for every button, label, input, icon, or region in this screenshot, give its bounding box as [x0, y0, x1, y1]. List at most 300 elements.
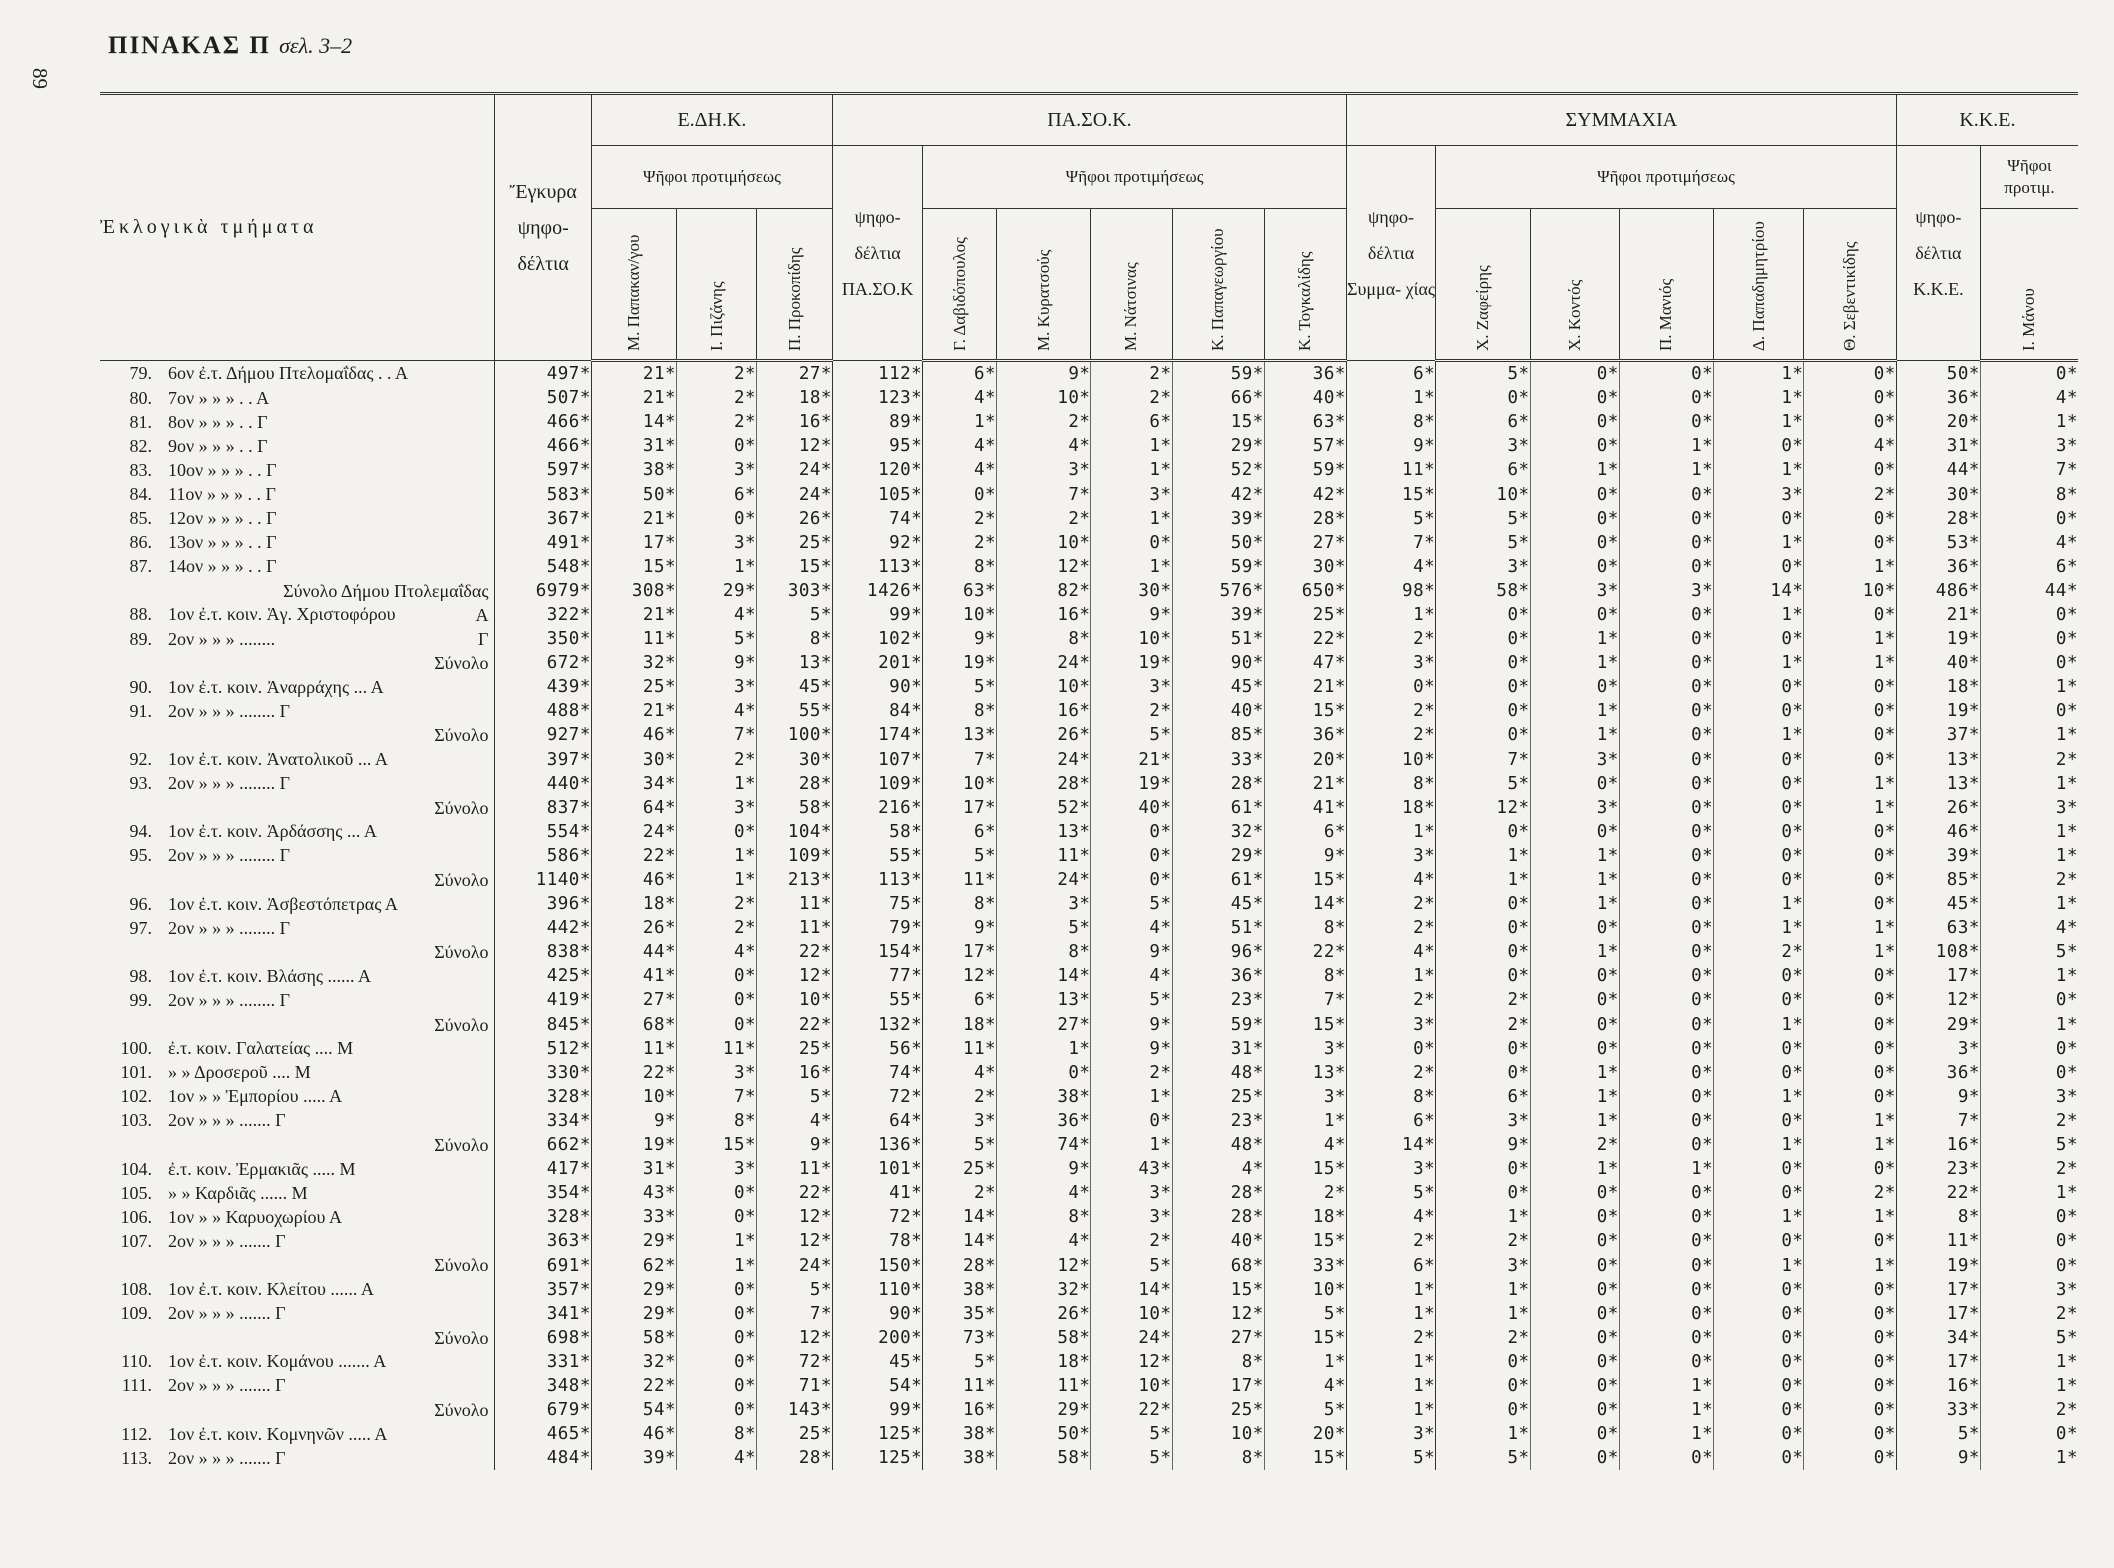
vote-cell: 0* — [1714, 1061, 1804, 1085]
kke-ballots-header: ψηφο- δέλτια Κ.Κ.Ε. — [1896, 146, 1980, 361]
district-cell — [100, 531, 495, 555]
vote-cell: 57* — [1264, 434, 1346, 458]
district-cell — [100, 988, 495, 1012]
row-number: 97. — [129, 917, 152, 938]
vote-cell: 28* — [1264, 507, 1346, 531]
vote-cell: 0* — [1804, 964, 1896, 988]
district-cell — [100, 361, 495, 387]
district-cell — [100, 1181, 495, 1205]
vote-cell: 0* — [1619, 1326, 1713, 1350]
vote-cell: 89* — [832, 410, 922, 434]
vote-cell: 6* — [923, 361, 997, 387]
vote-cell: 14* — [923, 1205, 997, 1229]
vote-cell: 0* — [1436, 651, 1530, 675]
district-cell — [100, 748, 495, 772]
vote-cell: 13* — [1896, 772, 1980, 796]
vote-cell: 4* — [997, 1229, 1091, 1253]
vote-cell: 5* — [1436, 1446, 1530, 1470]
vote-cell: 1* — [677, 1229, 757, 1253]
vote-cell: 1* — [1619, 458, 1713, 482]
vote-cell: 2* — [1436, 1013, 1530, 1037]
vote-cell: 1* — [1804, 1253, 1896, 1277]
vote-cell: 838* — [495, 940, 591, 964]
vote-cell: 0* — [677, 1302, 757, 1326]
vote-cell: 5* — [1980, 940, 2078, 964]
vote-cell: 13* — [757, 651, 833, 675]
vote-cell: 100* — [757, 723, 833, 747]
vote-cell: 52* — [997, 796, 1091, 820]
vote-cell: 597* — [495, 458, 591, 482]
vote-cell: 0* — [1436, 940, 1530, 964]
vote-cell: 1* — [677, 868, 757, 892]
vote-cell: 21* — [591, 361, 676, 387]
vote-cell: 15* — [1264, 699, 1346, 723]
vote-cell: 8* — [923, 892, 997, 916]
vote-cell: 2* — [677, 410, 757, 434]
vote-cell: 0* — [1619, 1061, 1713, 1085]
vote-cell: 3* — [997, 458, 1091, 482]
vote-cell: 0* — [1530, 1229, 1619, 1253]
vote-cell: 9* — [1091, 940, 1172, 964]
district-cell — [100, 723, 495, 747]
vote-cell: 0* — [1804, 1229, 1896, 1253]
vote-cell: 3* — [1530, 796, 1619, 820]
vote-cell: 44* — [591, 940, 676, 964]
vote-cell: 73* — [923, 1326, 997, 1350]
vote-cell: 14* — [1346, 1133, 1435, 1157]
district-cell — [100, 1085, 495, 1109]
district-cell — [100, 1061, 495, 1085]
vote-cell: 4* — [923, 386, 997, 410]
vote-cell: 11* — [923, 1037, 997, 1061]
vote-cell: 25* — [591, 675, 676, 699]
vote-cell: 26* — [997, 723, 1091, 747]
vote-cell: 3* — [1436, 1109, 1530, 1133]
vote-cell: 466* — [495, 434, 591, 458]
vote-cell: 2* — [1346, 916, 1435, 940]
vote-cell: 216* — [832, 796, 922, 820]
vote-cell: 1* — [1980, 723, 2078, 747]
vote-cell: 1* — [1980, 1013, 2078, 1037]
vote-cell: 39* — [1896, 844, 1980, 868]
vote-cell: 1* — [1980, 844, 2078, 868]
vote-cell: 0* — [1714, 1109, 1804, 1133]
district-cell — [100, 675, 495, 699]
vote-cell: 30* — [757, 748, 833, 772]
vote-cell: 9* — [1091, 1037, 1172, 1061]
table-title: ΠΙΝΑΚΑΣ Π — [108, 32, 271, 59]
vote-cell: 0* — [1530, 772, 1619, 796]
district-label: 2ον » » » ........ Γ — [168, 845, 291, 866]
vote-cell: 0* — [1619, 1205, 1713, 1229]
vote-cell: 41* — [591, 964, 676, 988]
vote-cell: 55* — [757, 699, 833, 723]
district-label: 2ον » » » ....... Γ — [168, 1230, 286, 1251]
vote-cell: 1* — [1530, 1061, 1619, 1085]
vote-cell: 36* — [997, 1109, 1091, 1133]
vote-cell: 8* — [1172, 1350, 1264, 1374]
vote-cell: 0* — [1436, 1061, 1530, 1085]
vote-cell: 5* — [1436, 531, 1530, 555]
district-cell — [100, 1374, 495, 1398]
district-label: 2ον » » » ....... Γ — [168, 1110, 286, 1131]
vote-cell: 0* — [1619, 1253, 1713, 1277]
vote-cell: 27* — [1172, 1326, 1264, 1350]
vote-cell: 1* — [1530, 651, 1619, 675]
vote-cell: 0* — [1714, 1229, 1804, 1253]
vote-cell: 2* — [1714, 940, 1804, 964]
vote-cell: 1* — [1530, 1157, 1619, 1181]
vote-cell: 61* — [1172, 796, 1264, 820]
vote-cell: 465* — [495, 1422, 591, 1446]
vote-cell: 1* — [1804, 796, 1896, 820]
vote-cell: 0* — [1436, 627, 1530, 651]
vote-cell: 213* — [757, 868, 833, 892]
vote-cell: 6* — [1436, 458, 1530, 482]
row-number: 86. — [129, 532, 152, 553]
vote-cell: 95* — [832, 434, 922, 458]
vote-cell: 17* — [923, 940, 997, 964]
vote-cell: 2* — [677, 916, 757, 940]
table-row — [100, 988, 2078, 1012]
vote-cell: 33* — [1896, 1398, 1980, 1422]
vote-cell: 0* — [1619, 1013, 1713, 1037]
vote-cell: 0* — [1804, 1157, 1896, 1181]
vote-cell: 9* — [997, 1157, 1091, 1181]
vote-cell: 0* — [997, 1061, 1091, 1085]
vote-cell: 32* — [591, 1350, 676, 1374]
vote-cell: 8* — [1172, 1446, 1264, 1470]
pref-votes-header-edik: Ψῆφοι προτιμήσεως — [591, 146, 832, 209]
vote-cell: 21* — [1264, 675, 1346, 699]
vote-cell: 2* — [1346, 1326, 1435, 1350]
vote-cell: 4* — [997, 434, 1091, 458]
district-label: 1ον ἐ.τ. κοιν. Ἀρδάσσης ... Α — [168, 821, 377, 842]
pasok-ballots-header: ψηφο- δέλτια ΠΑ.ΣΟ.Κ — [832, 146, 922, 361]
vote-cell: 10* — [1091, 1302, 1172, 1326]
vote-cell: 0* — [1530, 1205, 1619, 1229]
vote-cell: 1* — [1804, 940, 1896, 964]
district-label: 2ον » » » ........ — [168, 628, 276, 649]
vote-cell: 0* — [1714, 964, 1804, 988]
vote-cell: 6* — [923, 988, 997, 1012]
vote-cell: 32* — [591, 651, 676, 675]
vote-cell: 21* — [591, 603, 676, 627]
vote-cell: 0* — [1619, 531, 1713, 555]
vote-cell: 0* — [1530, 675, 1619, 699]
vote-cell: 0* — [1980, 507, 2078, 531]
vote-cell: 0* — [1714, 772, 1804, 796]
vote-cell: 2* — [1980, 1398, 2078, 1422]
vote-cell: 16* — [1896, 1133, 1980, 1157]
table-row — [100, 410, 2078, 434]
vote-cell: 11* — [923, 868, 997, 892]
vote-cell: 109* — [757, 844, 833, 868]
vote-cell: 1* — [1714, 892, 1804, 916]
vote-cell: 15* — [1264, 1229, 1346, 1253]
vote-cell: 45* — [1172, 892, 1264, 916]
vote-cell: 1* — [1619, 1157, 1713, 1181]
table-row — [100, 1157, 2078, 1181]
district-type: Α — [475, 604, 489, 625]
vote-cell: 9* — [1896, 1446, 1980, 1470]
vote-cell: 1* — [1530, 699, 1619, 723]
vote-cell: 21* — [1896, 603, 1980, 627]
vote-cell: 12* — [997, 555, 1091, 579]
vote-cell: 102* — [832, 627, 922, 651]
vote-cell: 0* — [1714, 1326, 1804, 1350]
vote-cell: 75* — [832, 892, 922, 916]
vote-cell: 0* — [1530, 988, 1619, 1012]
vote-cell: 0* — [1436, 723, 1530, 747]
vote-cell: 26* — [757, 507, 833, 531]
candidate-header — [1980, 209, 2078, 361]
vote-cell: 2* — [677, 386, 757, 410]
vote-cell: 1* — [1714, 1205, 1804, 1229]
vote-cell: 554* — [495, 820, 591, 844]
vote-cell: 54* — [832, 1374, 922, 1398]
vote-cell: 28* — [1172, 772, 1264, 796]
vote-cell: 21* — [1264, 772, 1346, 796]
vote-cell: 0* — [1804, 531, 1896, 555]
vote-cell: 0* — [677, 1350, 757, 1374]
vote-cell: 11* — [591, 627, 676, 651]
row-number: 112. — [121, 1423, 152, 1444]
vote-cell: 2* — [1436, 1326, 1530, 1350]
vote-cell: 5* — [1091, 723, 1172, 747]
vote-cell: 30* — [1091, 579, 1172, 603]
vote-cell: 15* — [1172, 410, 1264, 434]
vote-cell: 1* — [1980, 892, 2078, 916]
vote-cell: 845* — [495, 1013, 591, 1037]
vote-cell: 3* — [1091, 675, 1172, 699]
vote-cell: 1* — [1714, 531, 1804, 555]
vote-cell: 1* — [1714, 361, 1804, 387]
vote-cell: 29* — [1896, 1013, 1980, 1037]
candidate-header — [591, 209, 676, 361]
vote-cell: 5* — [997, 916, 1091, 940]
vote-cell: 0* — [677, 1205, 757, 1229]
district-cell — [100, 1109, 495, 1133]
vote-cell: 0* — [1530, 1181, 1619, 1205]
vote-cell: 12* — [757, 434, 833, 458]
vote-cell: 0* — [1530, 1446, 1619, 1470]
vote-cell: 3* — [1530, 579, 1619, 603]
vote-cell: 5* — [1436, 507, 1530, 531]
district-cell — [100, 699, 495, 723]
vote-cell: 32* — [1172, 820, 1264, 844]
vote-cell: 45* — [757, 675, 833, 699]
vote-cell: 0* — [1804, 361, 1896, 387]
vote-cell: 5* — [1436, 772, 1530, 796]
vote-cell: 11* — [997, 1374, 1091, 1398]
vote-cell: 14* — [923, 1229, 997, 1253]
vote-cell: 0* — [1530, 603, 1619, 627]
vote-cell: 0* — [1619, 748, 1713, 772]
vote-cell: 0* — [1530, 1422, 1619, 1446]
vote-cell: 58* — [1436, 579, 1530, 603]
vote-cell: 56* — [832, 1037, 922, 1061]
vote-cell: 7* — [1896, 1109, 1980, 1133]
vote-cell: 0* — [1619, 988, 1713, 1012]
table-row — [100, 627, 2078, 651]
vote-cell: 512* — [495, 1037, 591, 1061]
vote-cell: 0* — [677, 988, 757, 1012]
vote-cell: 46* — [1896, 820, 1980, 844]
vote-cell: 397* — [495, 748, 591, 772]
vote-cell: 0* — [1091, 868, 1172, 892]
candidate-name: Θ. Σεβεντικίδης — [1840, 241, 1860, 351]
vote-cell: 0* — [1804, 1446, 1896, 1470]
vote-cell: 0* — [1091, 1109, 1172, 1133]
vote-cell: 440* — [495, 772, 591, 796]
vote-cell: 10* — [923, 772, 997, 796]
vote-cell: 25* — [757, 1422, 833, 1446]
vote-cell: 51* — [1172, 916, 1264, 940]
vote-cell: 417* — [495, 1157, 591, 1181]
district-cell — [100, 1013, 495, 1037]
district-label: 8ον » » » . . Γ — [168, 411, 268, 432]
vote-cell: 15* — [1172, 1278, 1264, 1302]
vote-cell: 9* — [923, 916, 997, 940]
vote-cell: 507* — [495, 386, 591, 410]
party-header-pasok: ΠΑ.ΣΟ.Κ. — [832, 94, 1346, 146]
table-row — [100, 1302, 2078, 1326]
vote-cell: 0* — [1714, 868, 1804, 892]
vote-cell: 0* — [1530, 820, 1619, 844]
subtotal-row — [100, 1013, 2078, 1037]
vote-cell: 66* — [1172, 386, 1264, 410]
row-number: 100. — [120, 1038, 152, 1059]
vote-cell: 0* — [1619, 772, 1713, 796]
row-number: 98. — [129, 965, 152, 986]
row-number: 91. — [129, 700, 152, 721]
vote-cell: 3* — [1436, 1253, 1530, 1277]
table-row — [100, 1205, 2078, 1229]
vote-cell: 0* — [1530, 555, 1619, 579]
table-row — [100, 1278, 2078, 1302]
candidate-header — [1091, 209, 1172, 361]
vote-cell: 7* — [923, 748, 997, 772]
vote-cell: 52* — [1172, 458, 1264, 482]
vote-cell: 1* — [1346, 820, 1435, 844]
district-label: 1ον » » Καρυοχωρίου Α — [168, 1206, 342, 1227]
vote-cell: 0* — [1619, 1302, 1713, 1326]
vote-cell: 23* — [1172, 988, 1264, 1012]
vote-cell: 5* — [1264, 1302, 1346, 1326]
vote-cell: 7* — [1436, 748, 1530, 772]
vote-cell: 29* — [591, 1229, 676, 1253]
candidate-name: Μ. Νάτσινας — [1121, 262, 1141, 351]
vote-cell: 0* — [1530, 964, 1619, 988]
vote-cell: 15* — [1264, 868, 1346, 892]
vote-cell: 11* — [1346, 458, 1435, 482]
district-cell — [100, 434, 495, 458]
table-row — [100, 458, 2078, 482]
vote-cell: 1* — [1619, 1374, 1713, 1398]
vote-cell: 13* — [1264, 1061, 1346, 1085]
vote-cell: 5* — [1896, 1422, 1980, 1446]
vote-cell: 99* — [832, 1398, 922, 1422]
vote-cell: 4* — [677, 603, 757, 627]
vote-cell: 0* — [1619, 1133, 1713, 1157]
vote-cell: 9* — [757, 1133, 833, 1157]
table-row — [100, 482, 2078, 506]
candidate-header — [1264, 209, 1346, 361]
vote-cell: 27* — [1264, 531, 1346, 555]
vote-cell: 84* — [832, 699, 922, 723]
vote-cell: 0* — [677, 1398, 757, 1422]
vote-cell: 40* — [1091, 796, 1172, 820]
vote-cell: 20* — [1264, 748, 1346, 772]
page-number: 89 — [28, 68, 52, 89]
vote-cell: 3* — [677, 531, 757, 555]
vote-cell: 19* — [923, 651, 997, 675]
vote-cell: 8* — [1346, 772, 1435, 796]
district-label: 2ον » » » ....... Γ — [168, 1303, 286, 1324]
vote-cell: 491* — [495, 531, 591, 555]
vote-cell: 22* — [757, 940, 833, 964]
table-row — [100, 1037, 2078, 1061]
vote-cell: 341* — [495, 1302, 591, 1326]
vote-cell: 15* — [1264, 1326, 1346, 1350]
vote-cell: 42* — [1264, 482, 1346, 506]
vote-cell: 2* — [1980, 1109, 2078, 1133]
vote-cell: 12* — [757, 1326, 833, 1350]
vote-cell: 0* — [1714, 796, 1804, 820]
district-cell — [100, 844, 495, 868]
district-cell — [100, 579, 495, 603]
table-row — [100, 820, 2078, 844]
vote-cell: 4* — [1091, 964, 1172, 988]
vote-cell: 107* — [832, 748, 922, 772]
vote-cell: 15* — [677, 1133, 757, 1157]
vote-cell: 466* — [495, 410, 591, 434]
vote-cell: 1* — [677, 555, 757, 579]
district-label: 2ον » » » ........ Γ — [168, 989, 291, 1010]
vote-cell: 35* — [923, 1302, 997, 1326]
vote-cell: 29* — [591, 1302, 676, 1326]
vote-cell: 16* — [997, 603, 1091, 627]
vote-cell: 13* — [997, 820, 1091, 844]
vote-cell: 1* — [1714, 723, 1804, 747]
vote-cell: 28* — [997, 772, 1091, 796]
table-row — [100, 386, 2078, 410]
vote-cell: 6* — [1436, 410, 1530, 434]
vote-cell: 79* — [832, 916, 922, 940]
vote-cell: 110* — [832, 1278, 922, 1302]
vote-cell: 36* — [1896, 1061, 1980, 1085]
district-label: 1ον ἐ.τ. κοιν. Ἁγ. Χριστοφόρου — [168, 604, 396, 625]
district-label: 1ον » » Ἐμπορίου ..... Α — [168, 1086, 343, 1107]
row-number: 79. — [129, 363, 152, 384]
candidate-name: Χ. Ζαφείρης — [1472, 265, 1492, 351]
vote-cell: 0* — [1091, 820, 1172, 844]
district-label: 1ον ἐ.τ. κοιν. Ἀνατολικοῦ ... Α — [168, 749, 388, 770]
district-cell — [100, 603, 495, 627]
symmaxia-ballots-header: ψηφο- δέλτια Συμμα- χίας — [1346, 146, 1435, 361]
vote-cell: 39* — [591, 1446, 676, 1470]
vote-cell: 72* — [832, 1085, 922, 1109]
district-cell — [100, 507, 495, 531]
vote-cell: 17* — [1896, 1302, 1980, 1326]
vote-cell: 28* — [757, 1446, 833, 1470]
vote-cell: 18* — [997, 1350, 1091, 1374]
vote-cell: 74* — [997, 1133, 1091, 1157]
vote-cell: 25* — [1172, 1085, 1264, 1109]
vote-cell: 0* — [1436, 1181, 1530, 1205]
vote-cell: 0* — [1804, 1037, 1896, 1061]
